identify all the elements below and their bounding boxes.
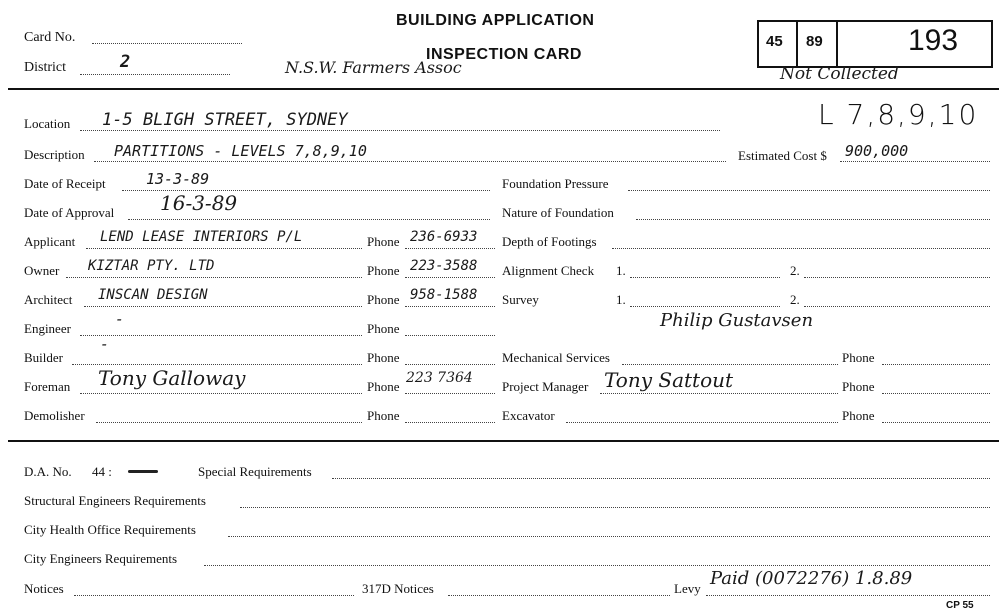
engineer-value: - (115, 310, 125, 328)
nature-foundation-label: Nature of Foundation (502, 205, 614, 220)
engineer-label: Engineer (24, 321, 71, 336)
architect-line (84, 306, 362, 307)
alignment-2-line (804, 277, 990, 278)
da-no-label: D.A. No. (24, 464, 72, 479)
health-label: City Health Office Requirements (24, 522, 196, 537)
engineer-phone-label: Phone (367, 321, 400, 336)
form-subtitle: INSPECTION CARD (426, 46, 582, 63)
engineer-phone-line (405, 335, 495, 336)
project-manager-line (600, 393, 838, 394)
owner-phone-value: 223-3588 (410, 258, 478, 274)
mechanical-phone-line (882, 364, 990, 365)
description-label: Description (24, 147, 85, 162)
district-note: N.S.W. Farmers Assoc (285, 58, 462, 77)
applicant-line (86, 248, 362, 249)
district-value: 2 (120, 52, 131, 72)
notices-317d-line (448, 595, 670, 596)
district-line (80, 74, 230, 75)
estimated-cost-label: Estimated Cost $ (738, 148, 827, 163)
description-line (94, 161, 726, 162)
builder-label: Builder (24, 350, 63, 365)
architect-value: INSCAN DESIGN (98, 287, 208, 303)
builder-line (72, 364, 362, 365)
demolisher-line (96, 422, 362, 423)
foreman-phone-label: Phone (367, 379, 400, 394)
depth-footings-line (612, 248, 990, 249)
excavator-phone-label: Phone (842, 408, 875, 423)
da-no-value: 44 : (92, 464, 112, 479)
applicant-value: LEND LEASE INTERIORS P/L (100, 229, 303, 245)
estimated-cost-value: 900,000 (845, 142, 909, 160)
survey-1-label: 1. (616, 292, 626, 307)
not-collected-note: Not Collected (780, 64, 899, 84)
foreman-label: Foreman (24, 379, 71, 394)
card-no-line (92, 43, 242, 44)
health-line (228, 536, 990, 537)
section-rule (8, 440, 999, 442)
mechanical-line (622, 364, 838, 365)
city-engineers-line (204, 565, 990, 566)
header-rule (8, 88, 999, 90)
special-requirements-label: Special Requirements (198, 464, 312, 479)
foreman-phone-line (405, 393, 495, 394)
excavator-phone-line (882, 422, 990, 423)
architect-phone-line (405, 306, 495, 307)
foreman-phone-value: 223 7364 (406, 370, 473, 386)
survey-label: Survey (502, 292, 539, 307)
city-engineers-label: City Engineers Requirements (24, 551, 178, 566)
owner-phone-label: Phone (367, 263, 400, 278)
applicant-phone-line (405, 248, 495, 249)
location-value: 1-5 BLIGH STREET, SYDNEY (102, 110, 348, 130)
reference-number: L 7,8,9,10 (818, 98, 979, 131)
location-line (80, 130, 720, 131)
architect-label: Architect (24, 292, 73, 307)
notices-line (74, 595, 354, 596)
project-manager-value: Tony Sattout (604, 368, 734, 392)
levy-label: Levy (674, 581, 701, 596)
alignment-1-line (630, 277, 780, 278)
mechanical-label: Mechanical Services (502, 350, 610, 365)
card-no-label: Card No. (24, 30, 76, 45)
alignment-1-label: 1. (616, 263, 626, 278)
da-dash-mark (128, 470, 158, 473)
box-divider (796, 20, 798, 66)
structural-line (240, 507, 990, 508)
applicant-phone-value: 236-6933 (410, 229, 478, 245)
foundation-pressure-label: Foundation Pressure (502, 176, 609, 191)
project-manager-label: Project Manager (502, 379, 589, 394)
description-value: PARTITIONS - LEVELS 7,8,9,10 (114, 142, 367, 160)
levy-line (706, 595, 990, 596)
form-code: CP 55 (946, 600, 974, 611)
estimated-cost-line (840, 161, 990, 162)
owner-phone-line (405, 277, 495, 278)
builder-phone-label: Phone (367, 350, 400, 365)
survey-2-line (804, 306, 990, 307)
date-receipt-label: Date of Receipt (24, 176, 106, 191)
box-c-value: 193 (908, 24, 959, 57)
owner-line (66, 277, 362, 278)
notices-label: Notices (24, 581, 64, 596)
excavator-line (566, 422, 838, 423)
builder-value: - (100, 335, 110, 353)
engineer-line (80, 335, 362, 336)
form-title: BUILDING APPLICATION (396, 12, 595, 29)
demolisher-label: Demolisher (24, 408, 85, 423)
owner-value: KIZTAR PTY. LTD (88, 258, 215, 274)
excavator-label: Excavator (502, 408, 555, 423)
mechanical-phone-label: Phone (842, 350, 875, 365)
demolisher-phone-line (405, 422, 495, 423)
date-approval-line (128, 219, 490, 220)
survey-1-line (630, 306, 780, 307)
owner-label: Owner (24, 263, 60, 278)
levy-value: Paid (0072276) 1.8.89 (710, 568, 913, 589)
depth-footings-label: Depth of Footings (502, 234, 597, 249)
structural-label: Structural Engineers Requirements (24, 493, 206, 508)
builder-phone-line (405, 364, 495, 365)
alignment-2-label: 2. (790, 263, 800, 278)
special-requirements-line (332, 478, 990, 479)
nature-foundation-line (636, 219, 990, 220)
district-label: District (24, 60, 66, 75)
survey-signature-note: Philip Gustavsen (660, 310, 814, 331)
date-approval-value: 16-3-89 (160, 191, 238, 215)
date-approval-label: Date of Approval (24, 205, 115, 220)
foreman-value: Tony Galloway (98, 366, 246, 390)
notices-317d-label: 317D Notices (362, 581, 434, 596)
foundation-pressure-line (628, 190, 990, 191)
project-manager-phone-label: Phone (842, 379, 875, 394)
location-label: Location (24, 116, 71, 131)
architect-phone-label: Phone (367, 292, 400, 307)
box-a-value: 45 (766, 33, 783, 50)
foreman-line (80, 393, 362, 394)
box-b-value: 89 (806, 33, 823, 50)
applicant-phone-label: Phone (367, 234, 400, 249)
demolisher-phone-label: Phone (367, 408, 400, 423)
box-divider (836, 20, 838, 66)
project-manager-phone-line (882, 393, 990, 394)
alignment-check-label: Alignment Check (502, 263, 595, 278)
architect-phone-value: 958-1588 (410, 287, 478, 303)
survey-2-label: 2. (790, 292, 800, 307)
applicant-label: Applicant (24, 234, 76, 249)
date-receipt-value: 13-3-89 (146, 170, 210, 188)
